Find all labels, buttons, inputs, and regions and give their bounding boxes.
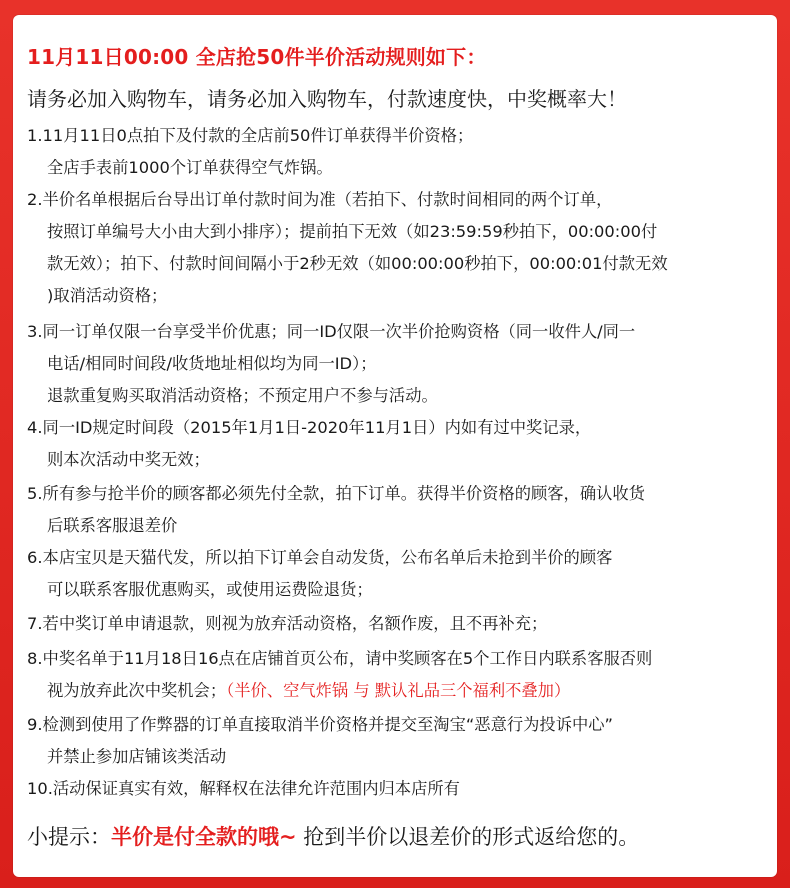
rule-5-line-1: 5.所有参与抢半价的顾客都必须先付全款，拍下订单。获得半价资格的顾客，确认收货 bbox=[27, 484, 645, 503]
rule-10-line-1: 10.活动保证真实有效，解释权在法律允许范围内归本店所有 bbox=[27, 779, 460, 798]
rule-3-line-3: 退款重复购买取消活动资格；不预定用户不参与活动。 bbox=[47, 386, 438, 405]
tip-emphasis: 半价是付全款的哦~ bbox=[111, 825, 297, 849]
rule-1-line-2: 全店手表前1000个订单获得空气炸锅。 bbox=[47, 158, 333, 177]
rule-9-line-2: 并禁止参加店铺该类活动 bbox=[47, 747, 227, 766]
rule-2-line-1: 2.半价名单根据后台导出订单付款时间为准（若拍下、付款时间相同的两个订单， bbox=[27, 190, 613, 209]
rule-2-line-3: 款无效）；拍下、付款时间间隔小于2秒无效（如00:00:00秒拍下，00:00:01付款无效 bbox=[47, 254, 668, 273]
rule-6-line-2: 可以联系客服优惠购买，或使用运费险退货； bbox=[47, 580, 373, 599]
rule-2-line-4: )取消活动资格； bbox=[47, 286, 168, 305]
rule-1-line-1: 1.11月11日0点拍下及付款的全店前50件订单获得半价资格； bbox=[27, 126, 474, 145]
rule-2-line-2: 按照订单编号大小由大到小排序）；提前拍下无效（如23:59:59秒拍下，00:00:00付 bbox=[47, 222, 658, 241]
rule-3-line-1: 3.同一订单仅限一台享受半价优惠；同一ID仅限一次半价抢购资格（同一收件人/同一 bbox=[27, 322, 636, 341]
no-stacking-warning: （半价、空气炸锅 与 默认礼品三个福利不叠加） bbox=[226, 681, 571, 700]
rule-8-line-2 bbox=[47, 677, 570, 701]
tip-rest: 抢到半价以退差价的形式返给您的。 bbox=[303, 825, 640, 849]
rule-9-line-1: 9.检测到使用了作弊器的订单直接取消半价资格并提交至淘宝“恶意行为投诉中心” bbox=[27, 715, 613, 734]
rules-card bbox=[13, 15, 777, 877]
rule-4-line-2: 则本次活动中奖无效； bbox=[47, 450, 210, 469]
tip-line bbox=[27, 821, 639, 851]
rule-8-line-1: 8.中奖名单于11月18日16点在店铺首页公布，请中奖顾客在5个工作日内联系客服否则 bbox=[27, 649, 653, 668]
rule-4-line-1: 4.同一ID规定时间段（2015年1月1日-2020年11月1日）内如有过中奖记录， bbox=[27, 418, 592, 437]
rule-8-line-2-text: 视为放弃此次中奖机会； bbox=[47, 681, 227, 700]
tip-label: 小提示： bbox=[27, 825, 111, 849]
rules-title: 11月11日00:00 全店抢50件半价活动规则如下： bbox=[27, 45, 487, 69]
rule-5-line-2: 后联系客服退差价 bbox=[47, 516, 178, 535]
rule-6-line-1: 6.本店宝贝是天猫代发，所以拍下订单会自动发货，公布名单后未抢到半价的顾客 bbox=[27, 548, 613, 567]
rule-7-line-1: 7.若中奖订单申请退款，则视为放弃活动资格，名额作废，且不再补充； bbox=[27, 614, 548, 633]
rule-3-line-2: 电话/相同时间段/收货地址相似均为同一ID）； bbox=[47, 354, 377, 373]
cart-notice: 请务必加入购物车，请务必加入购物车，付款速度快，中奖概率大！ bbox=[27, 87, 627, 111]
